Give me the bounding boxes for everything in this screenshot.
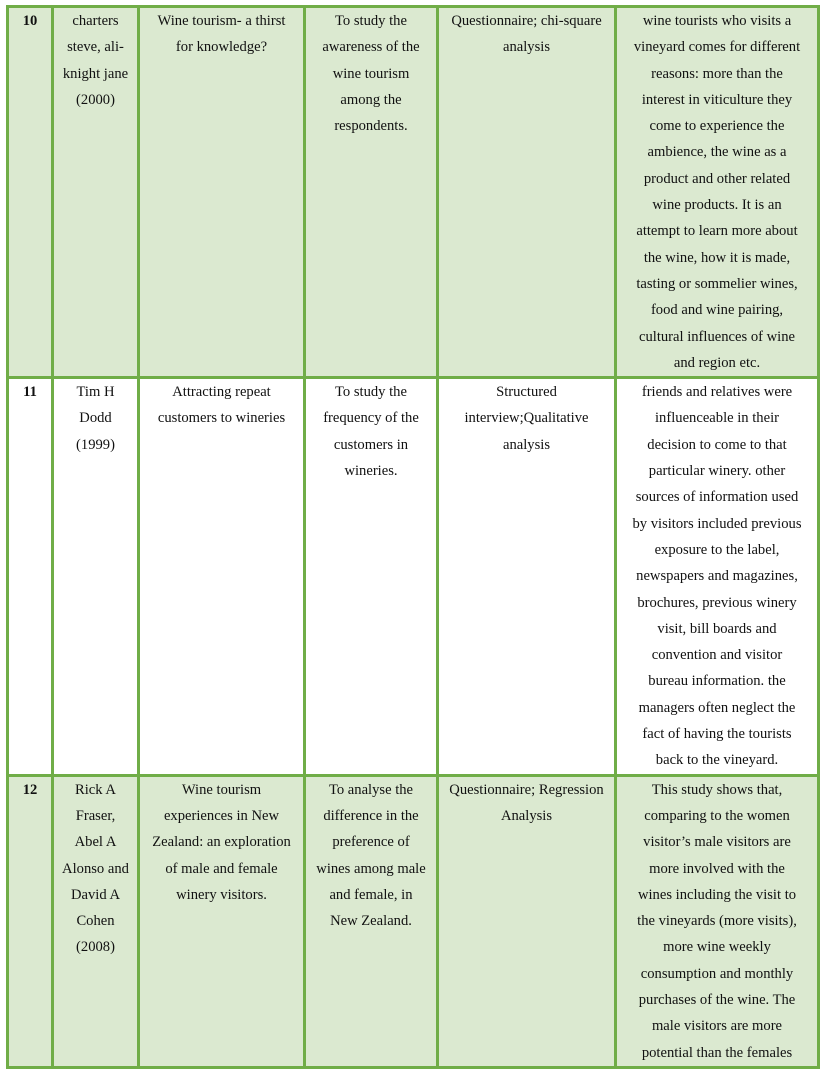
cell-text-line: preference of xyxy=(332,834,410,851)
cell-text-line: the wine, how it is made, xyxy=(643,249,791,266)
title-cell xyxy=(139,775,305,1067)
objective-cell xyxy=(305,378,438,775)
authors-cell xyxy=(53,378,139,775)
objective-cell xyxy=(305,7,438,378)
cell-text-line: (1999) xyxy=(76,436,115,453)
cell-text-line: particular winery. other xyxy=(648,463,786,480)
cell-text-line: interest in viticulture they xyxy=(641,91,793,108)
cell-text-line: Alonso and xyxy=(62,860,129,877)
cell-text-line: difference in the xyxy=(323,807,419,824)
cell-text-line: (2000) xyxy=(76,91,115,108)
cell-text-line: brochures, previous winery xyxy=(637,594,797,611)
authors-cell xyxy=(53,7,139,378)
cell-text-line: Wine tourism xyxy=(181,781,262,798)
row-number: 12 xyxy=(8,775,53,1067)
cell-text-line: winery visitors. xyxy=(176,886,267,903)
cell-text-line: comparing to the women xyxy=(644,807,790,824)
cell-text-line: visitor’s male visitors are xyxy=(643,834,791,851)
cell-text-line: Tim H xyxy=(76,384,115,401)
cell-text-line: sources of information used xyxy=(635,489,799,506)
objective-cell xyxy=(305,775,438,1067)
row-number: 11 xyxy=(8,378,53,775)
cell-text-line: potential than the females xyxy=(641,1044,793,1061)
cell-text-line: come to experience the xyxy=(649,118,785,135)
findings-cell xyxy=(616,7,819,378)
cell-text-line: David A xyxy=(70,886,121,903)
table-row xyxy=(8,378,819,775)
methodology-cell xyxy=(438,7,616,378)
cell-text-line: respondents. xyxy=(334,118,408,135)
methodology-cell xyxy=(438,378,616,775)
cell-text-line: customers in xyxy=(333,436,409,453)
cell-text-line: Analysis xyxy=(500,807,553,824)
cell-text-line: wines among male xyxy=(316,860,426,877)
cell-text-line: product and other related xyxy=(643,170,791,187)
cell-text-line: reasons: more than the xyxy=(651,65,783,82)
cell-text-line: Wine tourism- a thirst xyxy=(157,13,286,29)
cell-text-line: wines including the visit to xyxy=(637,886,797,903)
cell-text-line: attempt to learn more about xyxy=(636,223,798,240)
cell-text-line: Questionnaire; chi-square xyxy=(451,13,602,29)
cell-text-line: To study the xyxy=(335,13,407,29)
cell-text-line: newspapers and magazines, xyxy=(636,568,798,585)
findings-cell xyxy=(616,378,819,775)
cell-text-line: back to the vineyard. xyxy=(655,752,779,769)
cell-text-line: (2008) xyxy=(76,939,115,956)
cell-text-line: cultural influences of wine xyxy=(638,328,795,345)
cell-text-line: more wine weekly xyxy=(663,939,771,956)
cell-text-line: wineries. xyxy=(344,463,398,480)
cell-text-line: New Zealand. xyxy=(330,913,412,930)
findings-cell xyxy=(616,775,819,1067)
cell-text-line: analysis xyxy=(502,39,551,56)
cell-text-line: Abel A xyxy=(74,834,117,851)
cell-text-line: To study the xyxy=(335,384,407,401)
cell-text-line: Structured xyxy=(496,384,557,401)
title-cell xyxy=(139,7,305,378)
cell-text-line: the vineyards (more visits), xyxy=(637,913,797,930)
cell-text-line: fact of having the tourists xyxy=(642,726,792,743)
table-row xyxy=(8,7,819,378)
cell-text-line: customers to wineries xyxy=(157,410,286,427)
cell-text-line: interview;Qualitative xyxy=(464,410,589,427)
cell-text-line: vineyard comes for different xyxy=(633,39,801,56)
cell-text-line: by visitors included previous xyxy=(632,515,802,532)
cell-text-line: for knowledge? xyxy=(175,39,268,56)
cell-text-line: Zealand: an exploration xyxy=(152,834,291,851)
cell-text-line: experiences in New xyxy=(163,807,280,824)
cell-text-line: and region etc. xyxy=(673,354,761,371)
row-number: 10 xyxy=(8,7,53,378)
cell-text-line: analysis xyxy=(502,436,551,453)
cell-text-line: visit, bill boards and xyxy=(657,620,777,637)
cell-text-line: Questionnaire; Regression xyxy=(449,781,604,798)
cell-text-line: knight jane xyxy=(62,65,129,82)
cell-text-line: influenceable in their xyxy=(655,410,779,427)
cell-text-line: exposure to the label, xyxy=(654,541,780,558)
title-cell xyxy=(139,378,305,775)
cell-text-line: awareness of the xyxy=(322,39,420,56)
table-row xyxy=(8,775,819,1067)
cell-text-line: friends and relatives were xyxy=(641,384,793,401)
methodology-cell xyxy=(438,775,616,1067)
cell-text-line: convention and visitor xyxy=(651,647,783,664)
cell-text-line: purchases of the wine. The xyxy=(638,991,796,1008)
cell-text-line: decision to come to that xyxy=(647,436,787,453)
cell-text-line: and female, in xyxy=(329,886,413,903)
cell-text-line: bureau information. the xyxy=(648,673,786,690)
cell-text-line: Fraser, xyxy=(75,807,116,824)
cell-text-line: of male and female xyxy=(165,860,278,877)
cell-text-line: charters xyxy=(72,13,119,29)
cell-text-line: wine tourists who visits a xyxy=(642,13,792,29)
cell-text-line: managers often neglect the xyxy=(638,699,796,716)
cell-text-line: frequency of the xyxy=(323,410,419,427)
cell-text-line: steve, ali- xyxy=(67,39,124,56)
cell-text-line: tasting or sommelier wines, xyxy=(636,275,798,292)
cell-text-line: ambience, the wine as a xyxy=(647,144,787,161)
cell-text-line: Dodd xyxy=(79,410,112,427)
cell-text-line: wine tourism xyxy=(332,65,410,82)
cell-text-line: more involved with the xyxy=(649,860,785,877)
cell-text-line: Cohen xyxy=(76,913,115,930)
cell-text-line: wine products. It is an xyxy=(652,197,782,214)
cell-text-line: consumption and monthly xyxy=(640,965,794,982)
cell-text-line: This study shows that, xyxy=(651,781,783,798)
cell-text-line: male visitors are more xyxy=(651,1018,783,1035)
cell-text-line: Attracting repeat xyxy=(172,384,271,401)
cell-text-line: To analyse the xyxy=(328,781,414,798)
cell-text-line: Rick A xyxy=(75,781,116,798)
literature-review-table xyxy=(6,5,820,1069)
cell-text-line: among the xyxy=(340,91,402,108)
cell-text-line: food and wine pairing, xyxy=(650,302,784,319)
authors-cell xyxy=(53,775,139,1067)
